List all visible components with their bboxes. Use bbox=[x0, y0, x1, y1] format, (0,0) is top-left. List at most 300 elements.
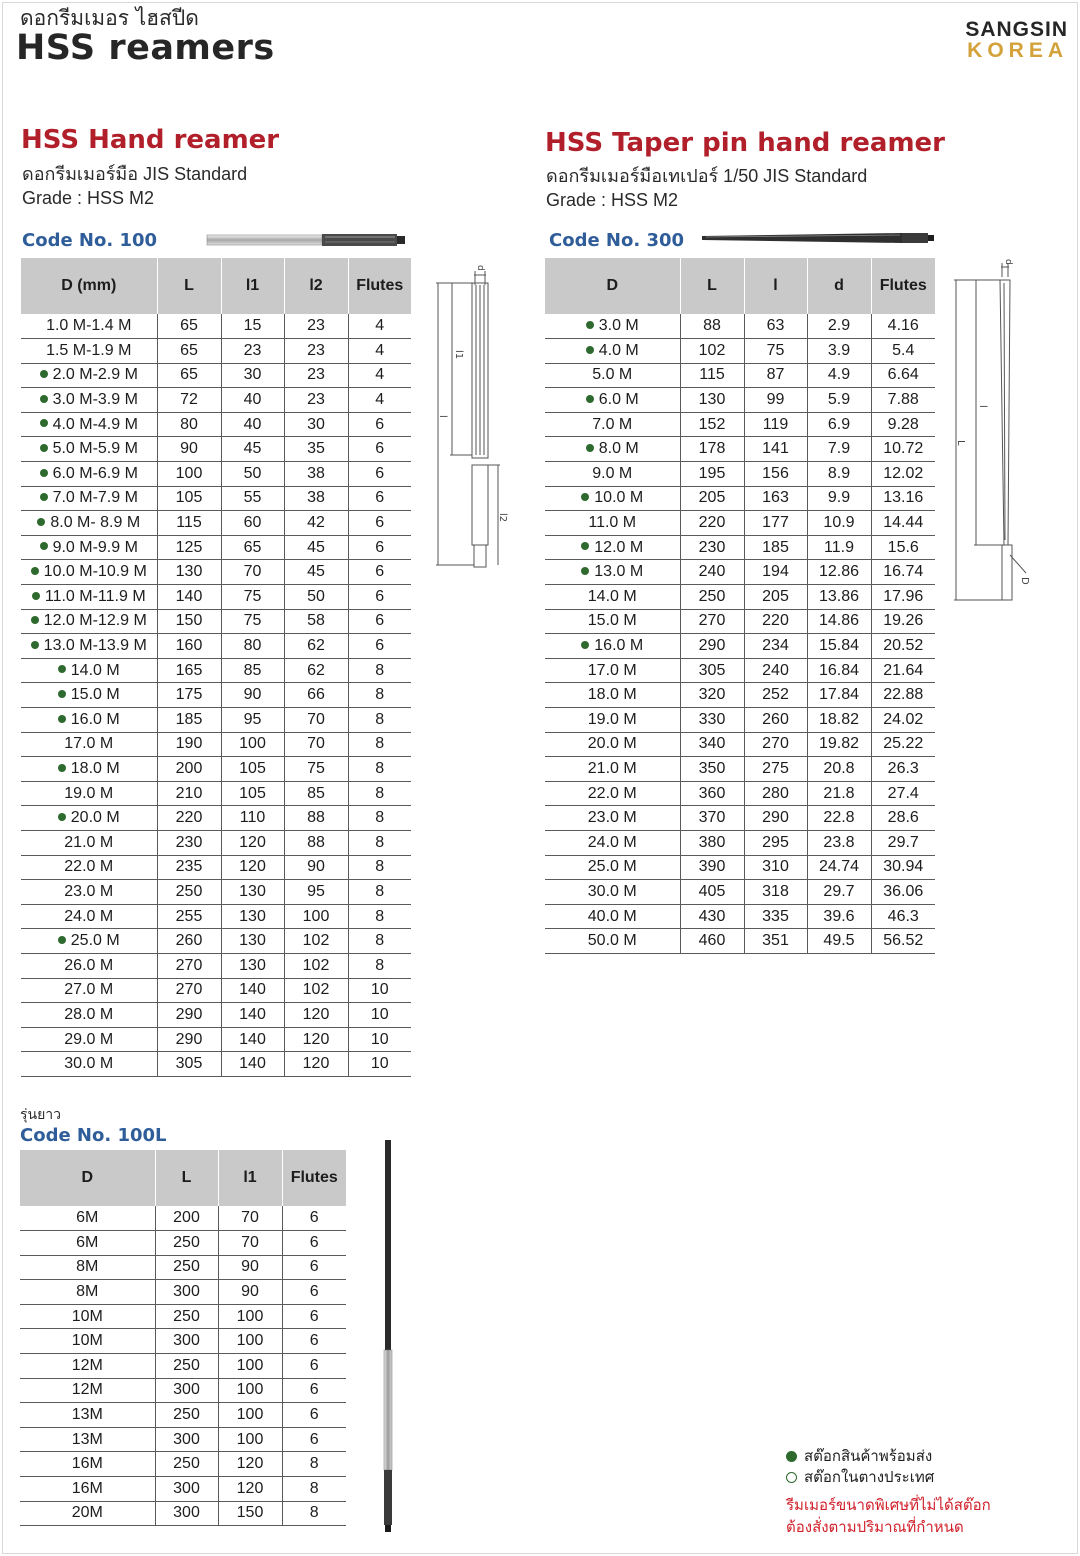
table-cell bbox=[807, 339, 871, 364]
table-cell bbox=[348, 830, 411, 855]
table-cell bbox=[680, 437, 744, 462]
table-row bbox=[545, 511, 935, 536]
table-row bbox=[21, 1027, 411, 1052]
table-cell bbox=[284, 953, 348, 978]
table-cell bbox=[282, 1255, 346, 1280]
table-cell bbox=[348, 511, 411, 536]
cell-value: 46.3 bbox=[887, 907, 919, 925]
cell-value: 30.0 M bbox=[587, 882, 637, 900]
table-cell bbox=[218, 1206, 282, 1231]
cell-value: 21.64 bbox=[883, 661, 924, 679]
table-cell bbox=[545, 314, 680, 339]
cell-value: 14.44 bbox=[883, 514, 924, 532]
table-cell bbox=[282, 1329, 346, 1354]
table-cell bbox=[871, 412, 935, 437]
table-cell bbox=[680, 904, 744, 929]
cell-value: 80 bbox=[180, 415, 198, 433]
table-cell bbox=[157, 363, 221, 388]
cell-value: 156 bbox=[762, 464, 789, 482]
table-cell bbox=[282, 1206, 346, 1231]
table-row bbox=[20, 1329, 346, 1354]
table-cell bbox=[282, 1231, 346, 1256]
table-cell bbox=[545, 683, 680, 708]
table-row bbox=[545, 412, 935, 437]
cell-value: 18.82 bbox=[818, 710, 860, 728]
table-cell bbox=[871, 486, 935, 511]
cell-value: 38 bbox=[307, 464, 325, 482]
table-cell bbox=[221, 757, 284, 782]
col-header: l1 bbox=[218, 1150, 282, 1206]
table-row bbox=[21, 486, 411, 511]
cell-value: 280 bbox=[762, 784, 789, 802]
cell-value: 38 bbox=[307, 489, 325, 507]
table-cell bbox=[221, 1052, 284, 1077]
table-cell bbox=[221, 462, 284, 487]
cell-value: 140 bbox=[239, 1005, 266, 1023]
cell-value: 120 bbox=[236, 1479, 264, 1497]
table-cell bbox=[221, 781, 284, 806]
table-cell bbox=[744, 388, 807, 413]
table-cell bbox=[218, 1329, 282, 1354]
cell-value: 20.8 bbox=[823, 759, 855, 777]
stock-dot-icon bbox=[586, 321, 594, 329]
taper-reamer-code: Code No. 300 bbox=[549, 230, 685, 251]
cell-value: 100 bbox=[236, 1307, 264, 1325]
cell-value: 23.0 M bbox=[64, 882, 114, 900]
cell-value: 9.28 bbox=[887, 415, 919, 433]
table-cell bbox=[20, 1255, 155, 1280]
table-cell bbox=[155, 1231, 218, 1256]
table-cell bbox=[680, 388, 744, 413]
cell-value: 70 bbox=[241, 1233, 259, 1251]
cell-value: 13.16 bbox=[883, 489, 924, 507]
cell-value: 70 bbox=[241, 1209, 259, 1227]
cell-value: 185 bbox=[175, 710, 203, 728]
table-row bbox=[545, 880, 935, 905]
table-cell bbox=[21, 462, 157, 487]
table-cell bbox=[871, 904, 935, 929]
table-cell bbox=[680, 363, 744, 388]
table-cell bbox=[21, 388, 157, 413]
table-cell bbox=[218, 1280, 282, 1305]
table-cell bbox=[348, 708, 411, 733]
table-cell bbox=[744, 708, 807, 733]
drawing-label-l1: l1 bbox=[453, 350, 464, 360]
cell-value: 40 bbox=[243, 391, 262, 409]
table-cell bbox=[744, 683, 807, 708]
table-cell bbox=[21, 634, 157, 659]
hand-reamer-code: Code No. 100 bbox=[22, 230, 158, 251]
table-cell bbox=[545, 658, 680, 683]
table-cell bbox=[218, 1427, 282, 1452]
cell-value: 17.0 M bbox=[587, 661, 637, 679]
table-cell bbox=[155, 1477, 218, 1502]
long-reamer-rows bbox=[20, 1206, 346, 1526]
cell-value: 90 bbox=[307, 858, 325, 876]
cell-value: 35 bbox=[307, 440, 325, 458]
cell-value: 250 bbox=[173, 1258, 200, 1276]
cell-value: 120 bbox=[236, 1455, 264, 1473]
cell-value: 45 bbox=[307, 563, 325, 581]
table-row bbox=[20, 1427, 346, 1452]
table-cell bbox=[744, 904, 807, 929]
table-cell bbox=[21, 880, 157, 905]
cell-value: 310 bbox=[762, 858, 789, 876]
cell-value: 14.86 bbox=[818, 612, 860, 630]
cell-value: 130 bbox=[175, 563, 203, 581]
table-cell bbox=[284, 855, 348, 880]
table-cell bbox=[21, 437, 157, 462]
table-cell bbox=[744, 560, 807, 585]
table-cell bbox=[545, 560, 680, 585]
table-cell bbox=[744, 511, 807, 536]
table-cell bbox=[348, 314, 411, 339]
table-cell bbox=[157, 904, 221, 929]
table-cell bbox=[545, 708, 680, 733]
table-cell bbox=[21, 1027, 157, 1052]
table-cell bbox=[545, 609, 680, 634]
table-row bbox=[21, 363, 411, 388]
col-header: l bbox=[744, 258, 807, 314]
table-cell bbox=[871, 855, 935, 880]
cell-value: 255 bbox=[175, 907, 203, 925]
cell-value: 24.0 M bbox=[64, 907, 114, 925]
cell-value: 130 bbox=[239, 882, 266, 900]
cell-value: 42 bbox=[307, 514, 325, 532]
cell-value: 22.8 bbox=[823, 809, 855, 827]
taper-reamer-subtitle bbox=[546, 164, 867, 212]
cell-value: 21.0 M bbox=[64, 833, 114, 851]
cell-value: 8 bbox=[375, 784, 385, 802]
table-row bbox=[21, 757, 411, 782]
cell-value: 230 bbox=[175, 833, 203, 851]
table-cell bbox=[284, 1052, 348, 1077]
table-cell bbox=[348, 880, 411, 905]
cell-value: 105 bbox=[239, 759, 266, 777]
table-cell bbox=[157, 1003, 221, 1028]
col-header: D bbox=[20, 1150, 155, 1206]
cell-value: 205 bbox=[698, 489, 726, 507]
table-row bbox=[21, 585, 411, 610]
table-cell bbox=[21, 658, 157, 683]
table-cell bbox=[157, 437, 221, 462]
cell-value: 7.88 bbox=[887, 391, 919, 409]
table-cell bbox=[871, 585, 935, 610]
stock-dot-icon bbox=[40, 469, 48, 477]
table-cell bbox=[21, 486, 157, 511]
cell-value: 100 bbox=[236, 1430, 264, 1448]
cell-value: 102 bbox=[302, 981, 330, 999]
cell-value: 8.9 bbox=[827, 464, 851, 482]
col-header: L bbox=[157, 258, 221, 314]
cell-value: 17.96 bbox=[883, 587, 924, 605]
table-cell bbox=[284, 388, 348, 413]
table-cell bbox=[221, 904, 284, 929]
cell-value: 1.0 M-1.4 M bbox=[46, 317, 132, 335]
table-cell bbox=[744, 462, 807, 487]
cell-value: 230 bbox=[698, 538, 726, 556]
cell-value: 100 bbox=[302, 907, 330, 925]
table-cell bbox=[221, 339, 284, 364]
cell-value: 40.0 M bbox=[587, 907, 637, 925]
table-cell bbox=[157, 757, 221, 782]
table-cell bbox=[157, 535, 221, 560]
cell-value: 290 bbox=[175, 1030, 203, 1048]
cell-value: 130 bbox=[239, 907, 266, 925]
cell-value: 17.84 bbox=[818, 686, 860, 704]
table-cell bbox=[284, 634, 348, 659]
table-cell bbox=[348, 904, 411, 929]
table-cell bbox=[284, 437, 348, 462]
table-cell bbox=[157, 929, 221, 954]
table-cell bbox=[20, 1231, 155, 1256]
cell-value: 300 bbox=[173, 1283, 200, 1301]
cell-value: 4 bbox=[375, 391, 385, 409]
cell-value: 6 bbox=[309, 1209, 319, 1227]
table-cell bbox=[348, 855, 411, 880]
table-cell bbox=[744, 437, 807, 462]
cell-value: 6.64 bbox=[887, 366, 919, 384]
table-cell bbox=[807, 363, 871, 388]
table-row bbox=[545, 339, 935, 364]
cell-value: 16M bbox=[71, 1479, 103, 1497]
table-cell bbox=[221, 437, 284, 462]
table-cell bbox=[221, 708, 284, 733]
cell-value: 102 bbox=[302, 932, 330, 950]
table-cell bbox=[218, 1477, 282, 1502]
cell-value: 8 bbox=[375, 759, 385, 777]
cell-value: 12.02 bbox=[883, 464, 924, 482]
cell-value: 9.0 M bbox=[592, 464, 633, 482]
table-cell bbox=[744, 363, 807, 388]
cell-value: 72 bbox=[180, 391, 198, 409]
cell-value: 19.0 M bbox=[587, 710, 637, 728]
cell-value: 340 bbox=[698, 735, 726, 753]
table-cell bbox=[348, 339, 411, 364]
table-cell bbox=[221, 609, 284, 634]
table-cell bbox=[157, 388, 221, 413]
cell-value: 66 bbox=[307, 686, 325, 704]
table-cell bbox=[744, 830, 807, 855]
cell-value: 290 bbox=[698, 637, 726, 655]
table-cell bbox=[21, 609, 157, 634]
table-cell bbox=[221, 806, 284, 831]
table-row bbox=[21, 806, 411, 831]
cell-value: 2.0 M-2.9 M bbox=[52, 366, 138, 384]
table-cell bbox=[744, 412, 807, 437]
table-row bbox=[21, 339, 411, 364]
cell-value: 102 bbox=[302, 956, 330, 974]
cell-value: 9.9 bbox=[827, 489, 851, 507]
brand-logo bbox=[965, 18, 1068, 63]
cell-value: 11.9 bbox=[824, 538, 854, 556]
cell-value: 30.0 M bbox=[64, 1055, 114, 1073]
table-cell bbox=[545, 511, 680, 536]
table-cell bbox=[282, 1304, 346, 1329]
cell-value: 270 bbox=[175, 956, 203, 974]
cell-value: 250 bbox=[175, 882, 203, 900]
cell-value: 8 bbox=[375, 735, 385, 753]
cell-value: 24.74 bbox=[818, 858, 860, 876]
cell-value: 6 bbox=[375, 587, 385, 605]
cell-value: 27.4 bbox=[887, 784, 919, 802]
cell-value: 6 bbox=[309, 1283, 319, 1301]
cell-value: 8 bbox=[375, 809, 385, 827]
cell-value: 100 bbox=[236, 1381, 264, 1399]
table-cell bbox=[348, 634, 411, 659]
cell-value: 10.0 M bbox=[594, 489, 644, 507]
cell-value: 55 bbox=[243, 489, 262, 507]
cell-value: 7.0 M-7.9 M bbox=[52, 489, 138, 507]
table-row bbox=[20, 1501, 346, 1526]
table-cell bbox=[871, 314, 935, 339]
table-cell bbox=[157, 855, 221, 880]
cell-value: 260 bbox=[762, 710, 789, 728]
cell-value: 8 bbox=[309, 1504, 319, 1522]
table-cell bbox=[807, 658, 871, 683]
table-cell bbox=[680, 412, 744, 437]
table-row bbox=[21, 1052, 411, 1077]
drawing-label-d: d bbox=[1003, 259, 1013, 265]
table-cell bbox=[545, 437, 680, 462]
cell-value: 21.8 bbox=[823, 784, 855, 802]
drawing-label-D: D bbox=[1019, 577, 1030, 585]
table-cell bbox=[157, 585, 221, 610]
col-header: D (mm) bbox=[21, 258, 157, 314]
cell-value: 130 bbox=[239, 956, 266, 974]
table-cell bbox=[871, 658, 935, 683]
table-row bbox=[20, 1231, 346, 1256]
cell-value: 250 bbox=[173, 1307, 200, 1325]
table-row bbox=[20, 1354, 346, 1379]
cell-value: 250 bbox=[173, 1455, 200, 1473]
table-cell bbox=[284, 929, 348, 954]
table-cell bbox=[545, 732, 680, 757]
table-cell bbox=[871, 781, 935, 806]
table-cell bbox=[155, 1304, 218, 1329]
table-row bbox=[545, 929, 935, 954]
cell-value: 360 bbox=[698, 784, 726, 802]
table-cell bbox=[284, 609, 348, 634]
cell-value: 177 bbox=[762, 514, 789, 532]
table-cell bbox=[680, 929, 744, 954]
table-row bbox=[545, 806, 935, 831]
long-reamer-code: Code No. 100L bbox=[20, 1125, 167, 1146]
cell-value: 49.5 bbox=[823, 932, 855, 950]
table-cell bbox=[155, 1255, 218, 1280]
cell-value: 10 bbox=[370, 981, 389, 999]
table-cell bbox=[348, 929, 411, 954]
cell-value: 30 bbox=[307, 415, 325, 433]
table-cell bbox=[680, 339, 744, 364]
table-row bbox=[21, 904, 411, 929]
table-cell bbox=[221, 855, 284, 880]
cell-value: 12.0 M-12.9 M bbox=[43, 612, 147, 630]
table-cell bbox=[807, 855, 871, 880]
cell-value: 8.0 M bbox=[598, 440, 639, 458]
table-row bbox=[545, 462, 935, 487]
table-cell bbox=[871, 363, 935, 388]
legend-in-stock-label: สต๊อกสินค้าพร้อมส่ง bbox=[804, 1447, 933, 1465]
brand-name: SANGSIN bbox=[965, 18, 1068, 41]
table-cell bbox=[157, 486, 221, 511]
cell-value: 150 bbox=[236, 1504, 264, 1522]
cell-value: 60 bbox=[243, 514, 262, 532]
cell-value: 45 bbox=[307, 538, 325, 556]
table-cell bbox=[807, 708, 871, 733]
table-cell bbox=[155, 1427, 218, 1452]
table-cell bbox=[20, 1452, 155, 1477]
table-cell bbox=[744, 855, 807, 880]
table-cell bbox=[545, 634, 680, 659]
table-cell bbox=[871, 462, 935, 487]
long-reamer-table bbox=[20, 1150, 346, 1526]
cell-value: 16.0 M bbox=[70, 710, 120, 728]
table-cell bbox=[545, 757, 680, 782]
cell-value: 70 bbox=[243, 563, 262, 581]
stock-legend bbox=[786, 1446, 934, 1488]
table-row bbox=[545, 609, 935, 634]
table-row bbox=[21, 1003, 411, 1028]
cell-value: 20.0 M bbox=[70, 809, 120, 827]
cell-value: 8 bbox=[375, 956, 385, 974]
hand-reamer-rows bbox=[21, 314, 411, 1076]
table-cell bbox=[155, 1354, 218, 1379]
cell-value: 6 bbox=[375, 514, 385, 532]
cell-value: 15.84 bbox=[818, 637, 860, 655]
table-cell bbox=[284, 708, 348, 733]
table-cell bbox=[744, 314, 807, 339]
stock-dot-icon bbox=[581, 641, 589, 649]
table-cell bbox=[284, 658, 348, 683]
table-cell bbox=[348, 609, 411, 634]
col-header: Flutes bbox=[348, 258, 411, 314]
cell-value: 23 bbox=[307, 366, 325, 384]
table-row bbox=[545, 486, 935, 511]
table-cell bbox=[21, 978, 157, 1003]
col-header: l1 bbox=[221, 258, 284, 314]
table-cell bbox=[284, 1003, 348, 1028]
cell-value: 13M bbox=[71, 1406, 103, 1424]
stock-dot-icon bbox=[31, 641, 39, 649]
cell-value: 29.7 bbox=[823, 882, 855, 900]
table-cell bbox=[157, 462, 221, 487]
cell-value: 36.06 bbox=[883, 882, 924, 900]
note-line-2: ต้องสั่งตามปริมาณที่กำหนด bbox=[786, 1518, 964, 1536]
table-cell bbox=[218, 1304, 282, 1329]
table-cell bbox=[348, 412, 411, 437]
table-cell bbox=[21, 585, 157, 610]
cell-value: 62 bbox=[307, 661, 325, 679]
table-cell bbox=[871, 880, 935, 905]
cell-value: 115 bbox=[176, 514, 202, 532]
stock-dot-icon bbox=[58, 764, 66, 772]
table-cell bbox=[21, 412, 157, 437]
table-cell bbox=[807, 757, 871, 782]
table-cell bbox=[221, 363, 284, 388]
cell-value: 102 bbox=[698, 341, 726, 359]
table-cell bbox=[20, 1501, 155, 1526]
legend-overseas bbox=[786, 1467, 934, 1488]
cell-value: 140 bbox=[175, 587, 203, 605]
cell-value: 14.0 M bbox=[70, 661, 120, 679]
cell-value: 10 bbox=[370, 1005, 389, 1023]
long-reamer-photo bbox=[380, 1140, 396, 1532]
cell-value: 390 bbox=[698, 858, 726, 876]
table-cell bbox=[155, 1329, 218, 1354]
table-cell bbox=[221, 953, 284, 978]
cell-value: 13M bbox=[71, 1430, 103, 1448]
